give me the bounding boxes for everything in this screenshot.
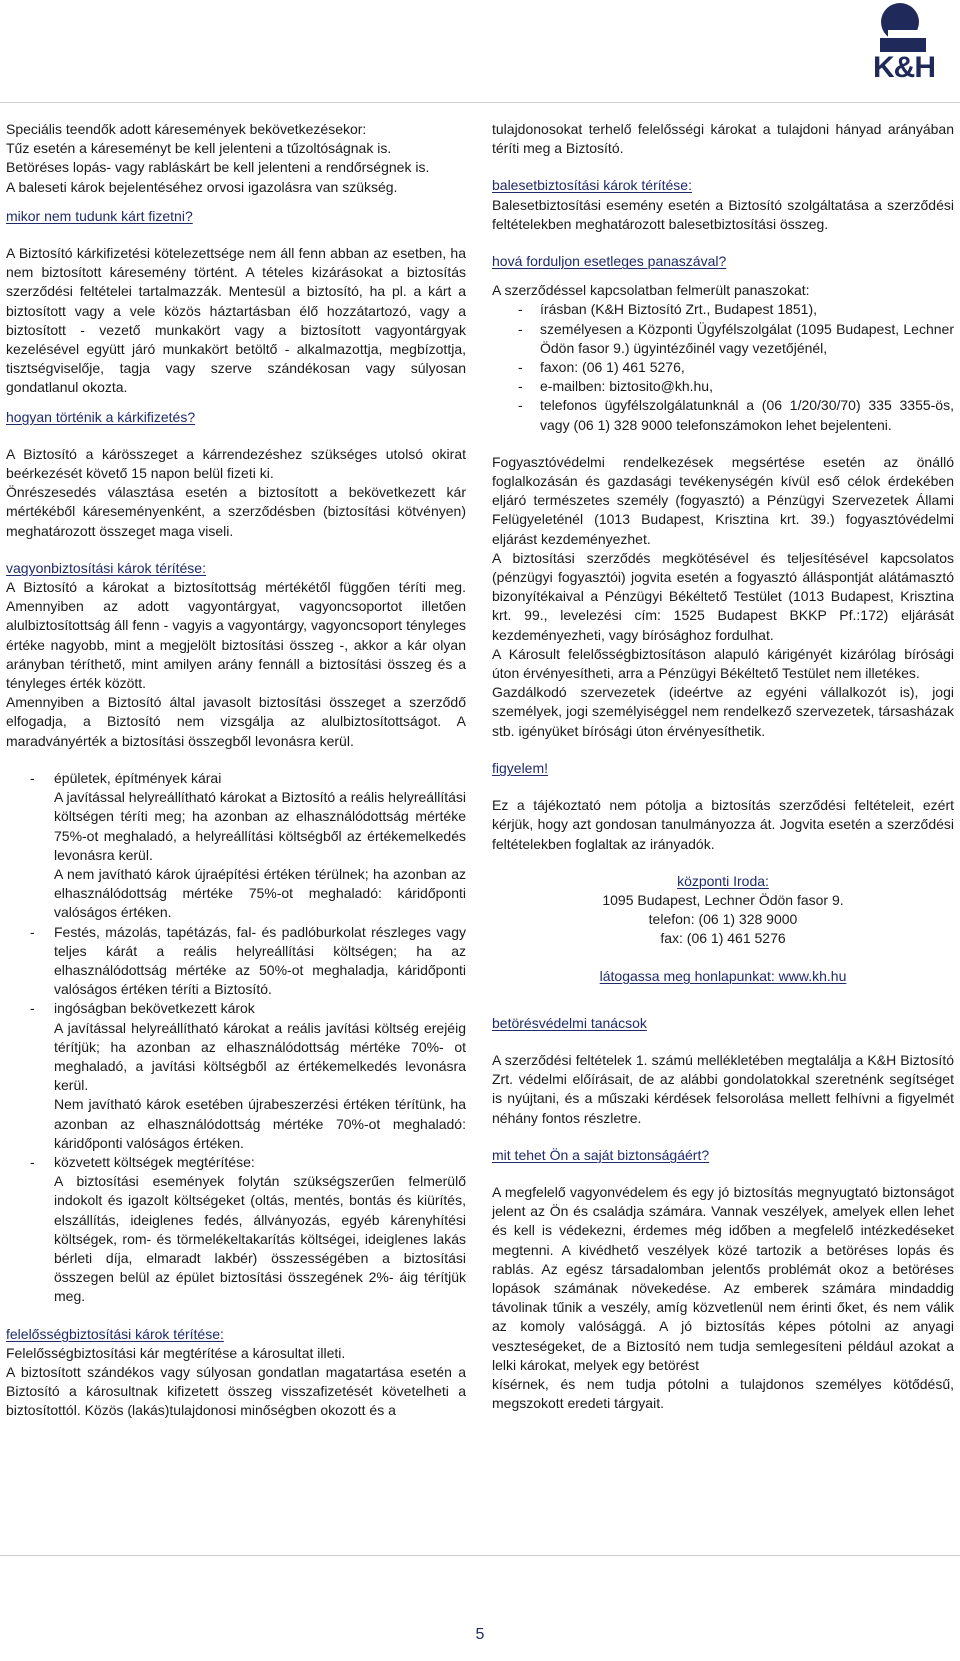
paragraph: Gazdálkodó szervezetek (ideértve az egyéni vállalkozót is), jogi személyek, jogi személyiséggel nem rendelkező szervezetek, társasházak stb. igényüket bírósági úton érvényesíthetik. xyxy=(492,684,954,739)
list-item xyxy=(6,1153,466,1307)
page-number: 5 xyxy=(475,1626,485,1643)
list-item: - személyesen a Központi Ügyfélszolgálat (1095 Budapest, Lechner Ödön fasor 9.) ügyintézőinél vagy vezetőjénél, xyxy=(492,320,954,358)
section-heading: betörésvédelmi tanácsok xyxy=(492,1014,647,1031)
section-heading: figyelem! xyxy=(492,759,549,776)
list-item-body: A javítással helyreállítható károkat a Biztosító a reális helyreállítási költségen téríti meg; ha azonban az elhasználódottság mértéke 75%-ot meghaladó, a helyreállítási költségből az értékemelkedés levonásra kerül. xyxy=(54,789,466,863)
section-heading: hogyan történik a kárkifizetés? xyxy=(6,408,196,425)
paragraph: Balesetbiztosítási esemény esetén a Biztosító szolgáltatása a szerződési feltételekben meghatározott balesetbiztosítási összeg. xyxy=(492,196,954,232)
paragraph: A Biztosító a károkat a biztosítottság mértékétől függően téríti meg. Amennyiben az adott vagyontárgyat, vagyoncsoportot illetően alulbiztosítottság áll fenn - vagyis a vagyontárgy, vagyoncsoport tényleges értéke nagyobb, mint a megjelölt biztosítási összeg -, akkor a kár olyan arányban téríthető, mint amilyen arány fennáll a biztosítási összeg és a tényleges érték között. xyxy=(6,579,466,692)
paragraph: A biztosított szándékos vagy súlyosan gondatlan magatartása esetén a Biztosító a károsultnak kifizetett összeg visszafizetését követelheti a biztosítottól. Közös (lakás)tulajdonosi minőségben okozott és a xyxy=(6,1363,466,1419)
list-item-body: A biztosítási események folytán szükségszerűen felmerülő indokolt és igazolt költségeket (oltás, mentés, bontás és kiürítés, elszállítás, ideiglenes fedés, állványozás, egyéb kárenyhítési költségek, rom- és törmelékeltakarítás költségei, ideiglenes lakás bérleti díja, elmaradt lakbér) összességében a biztosítási összegen belül az épület biztosítási összegének 2%- áig térítjük meg. xyxy=(54,1173,466,1305)
paragraph: Tűz esetén a káreseményt be kell jelenteni a tűzoltóságnak is. xyxy=(6,140,392,157)
section-heading: mit tehet Ön a saját biztonságáért? xyxy=(492,1146,710,1163)
paragraph: Fogyasztóvédelmi rendelkezések megsértése esetén az önálló foglalkozásán és gazdasági tevékenységén kívül eső célok érdekében eljáró természetes személy (fogyasztó) a Pénzügyi Szervezetek Állami Felügyeleténél (1013 Budapest, Krisztina krt. 39.) fogyasztóvédelmi eljárást kezdeményezhet. xyxy=(492,453,954,547)
office-address: 1095 Budapest, Lechner Ödön fasor 9. xyxy=(602,891,844,908)
paragraph: Önrészesedés választása esetén a biztosított a bekövetkezett kár mértékéből káreseményenként, a szerződésben (biztosítási kötvényen) meghatározott összeget maga viseli. xyxy=(6,484,466,539)
office-title: központi Iroda: xyxy=(677,872,769,889)
office-fax: fax: (06 1) 461 5276 xyxy=(660,930,786,947)
paragraph: A megfelelő vagyonvédelem és egy jó biztosítás megnyugtató biztonságot jelent az Ön és családja számára. Vannak veszélyek, amelyek ellen lehet és kell is védekezni, érdemes még időben a megfelelő intézkedéseket megtenni. A kivédhető veszélyek közé tartozik a betöréses lopás és rablás. Az egész társadalomban jelentős problémát okoz a betöréses lopások számának növekedése. Az emberek számára mindaddig távolinak tűnik a veszély, amíg közvetlenül nem érinti őket, és nem válik az komoly valósággá. A jó biztosítás képes pótolni az anyagi veszteségeket, de a Biztosító nem tudja semlegesíteni például azokat a lelki károkat, melyek egy betörést xyxy=(492,1183,954,1373)
list-item-title: - épületek, építmények kárai xyxy=(54,769,222,786)
section-heading: vagyonbiztosítási károk térítése: xyxy=(6,559,206,576)
list-item-title: - közvetett költségek megtérítése: xyxy=(54,1153,255,1170)
website-link[interactable]: látogassa meg honlapunkat: www.kh.hu xyxy=(599,967,847,984)
list-item: - e-mailben: biztosito@kh.hu, xyxy=(492,377,954,396)
bottom-divider xyxy=(0,1555,960,1556)
list-item: - írásban (K&H Biztosító Zrt., Budapest 1851), xyxy=(492,300,954,319)
kh-logo-text: K&H xyxy=(873,51,935,84)
paragraph: A Biztosító a kárösszeget a kárrendezéshez szükséges utolsó okirat beérkezését követő 15 napon belül fizeti ki. xyxy=(6,445,466,482)
list-item: - faxon: (06 1) 461 5276, xyxy=(492,358,954,377)
section-heading: felelősségbiztosítási károk térítése: xyxy=(6,1325,224,1342)
paragraph: A baleseti károk bejelentéséhez orvosi igazolásra van szükség. xyxy=(6,178,398,195)
list-item xyxy=(6,923,466,1000)
section-heading: mikor nem tudunk kárt fizetni? xyxy=(6,207,193,224)
list-item xyxy=(6,999,466,1153)
paragraph: A Károsult felelősségbiztosításon alapuló kárigényét kizárólag bírósági úton érvényesítheti, arra a Pénzügyi Békéltető Testület nem illetékes. xyxy=(492,645,954,682)
list-item-body: Nem javítható károk esetében újrabeszerzési értéken térítünk, ha azonban az elhasználódottság mértéke 70%-ot meghaladó: káridőponti valóságos értéken. xyxy=(54,1096,466,1151)
right-column xyxy=(492,120,954,1413)
section-heading: hová forduljon esetleges panaszával? xyxy=(492,253,727,270)
paragraph: Betöréses lopás- vagy rabláskárt be kell jelenteni a rendőrségnek is. xyxy=(6,159,430,176)
left-column xyxy=(6,120,466,1421)
list-item-title: - Festés, mázolás, tapétázás, fal- és padlóburkolat részleges vagy teljes kárát a reális helyreállítási költségen; ha az elhasználódottság mértéke az 50%-ot meghaladja, káridőponti valóságos értéken téríti a Biztosító. xyxy=(54,923,466,998)
paragraph: Ez a tájékoztató nem pótolja a biztosítás szerződési feltételeit, ezért kérjük, hogy azt gondosan tanulmányozza át. Jogvita esetén a szerződési feltételekben foglaltak az irányadók. xyxy=(492,797,954,852)
complaint-channels-list xyxy=(492,300,954,434)
list-item-title: - ingóságban bekövetkezett károk xyxy=(54,1000,255,1017)
paragraph: Felelősségbiztosítási kár megtérítése a károsultat illeti. xyxy=(6,1344,346,1361)
office-phone: telefon: (06 1) 328 9000 xyxy=(648,911,798,928)
list-item-body: A nem javítható károk újraépítési értéken térülnek; ha azonban az elhasználódottság mértéke 75%-ot meghaladó: káridőponti valóságos értéken. xyxy=(54,865,466,921)
paragraph: Amennyiben a Biztosító által javasolt biztosítási összeget a szerződő elfogadja, a Biztosító nem vizsgálja az alulbiztosítottságot. A maradványérték a biztosítási összegből levonásra kerül. xyxy=(6,694,466,749)
kh-logo xyxy=(850,0,958,88)
paragraph: A szerződéssel kapcsolatban felmerült panaszokat: xyxy=(492,282,810,299)
list-item-body: A javítással helyreállítható károkat a reális javítási költség erejéig térítjük; ha azonban az elhasználódottság mértéke 70%- ot meghaladó, a javítási költségből az értékemelkedés levonásra kerül. xyxy=(54,1019,466,1094)
top-divider xyxy=(0,102,960,103)
list-item: - telefonos ügyfélszolgálatunknál a (06 1/20/30/70) 335 3355-ös, vagy (06 1) 328 9000 telefonszámokon lehet bejelenteni. xyxy=(492,396,954,434)
paragraph: A Biztosító kárkifizetési kötelezettsége nem áll fenn abban az esetben, ha nem biztosított káresemény történt. A tételes kizárásokat a biztosítás szerződési feltételei tartalmazzák. Mentesül a biztosító, ha pl. a kárt a biztosított vagy a vele közös háztartásban élő hozzátartozó, vagy a biztosított - vezető munkakört vagy a biztosított vagyontárgyak kezelésével együtt járó munkakört betöltő - alkalmazottja, megbízottja, tisztségviselője, tagja vagy szerve szándékosan vagy súlyosan gondatlanul okozta. xyxy=(6,245,466,396)
damage-list xyxy=(6,769,466,1307)
section-heading: balesetbiztosítási károk térítése: xyxy=(492,177,692,194)
paragraph: A biztosítási szerződés megkötésével és teljesítésével kapcsolatos (pénzügyi fogyasztói) jogvita esetén a fogyasztó álláspontját alátámasztó bizonyítékaival a Pénzügyi Békéltető Testület (1013 Budapest, Krisztina krt. 99., levelezési cím: 1525 Budapest BKKP Pf.:172) eljárását kezdeményezheti, vagy bírósághoz fordulhat. xyxy=(492,549,954,643)
paragraph: kísérnek, és nem tudja pótolni a tulajdonos személyes kötődésű, megszokott eredeti tárgyait. xyxy=(492,1375,954,1412)
paragraph: tulajdonosokat terhelő felelősségi károkat a tulajdoni hányad arányában téríti meg a Biztosító. xyxy=(492,121,954,157)
list-item xyxy=(6,769,466,923)
paragraph: Speciális teendők adott káresemények bekövetkezésekor: xyxy=(6,121,367,137)
paragraph: A szerződési feltételek 1. számú mellékletében megtalálja a K&H Biztosító Zrt. védelmi előírásait, de az alábbi gondolatokkal szeretnénk segítséget is nyújtani, és a műszaki kérdések felsorolása mellett felhívni a figyelmét néhány fontos részletre. xyxy=(492,1051,954,1126)
